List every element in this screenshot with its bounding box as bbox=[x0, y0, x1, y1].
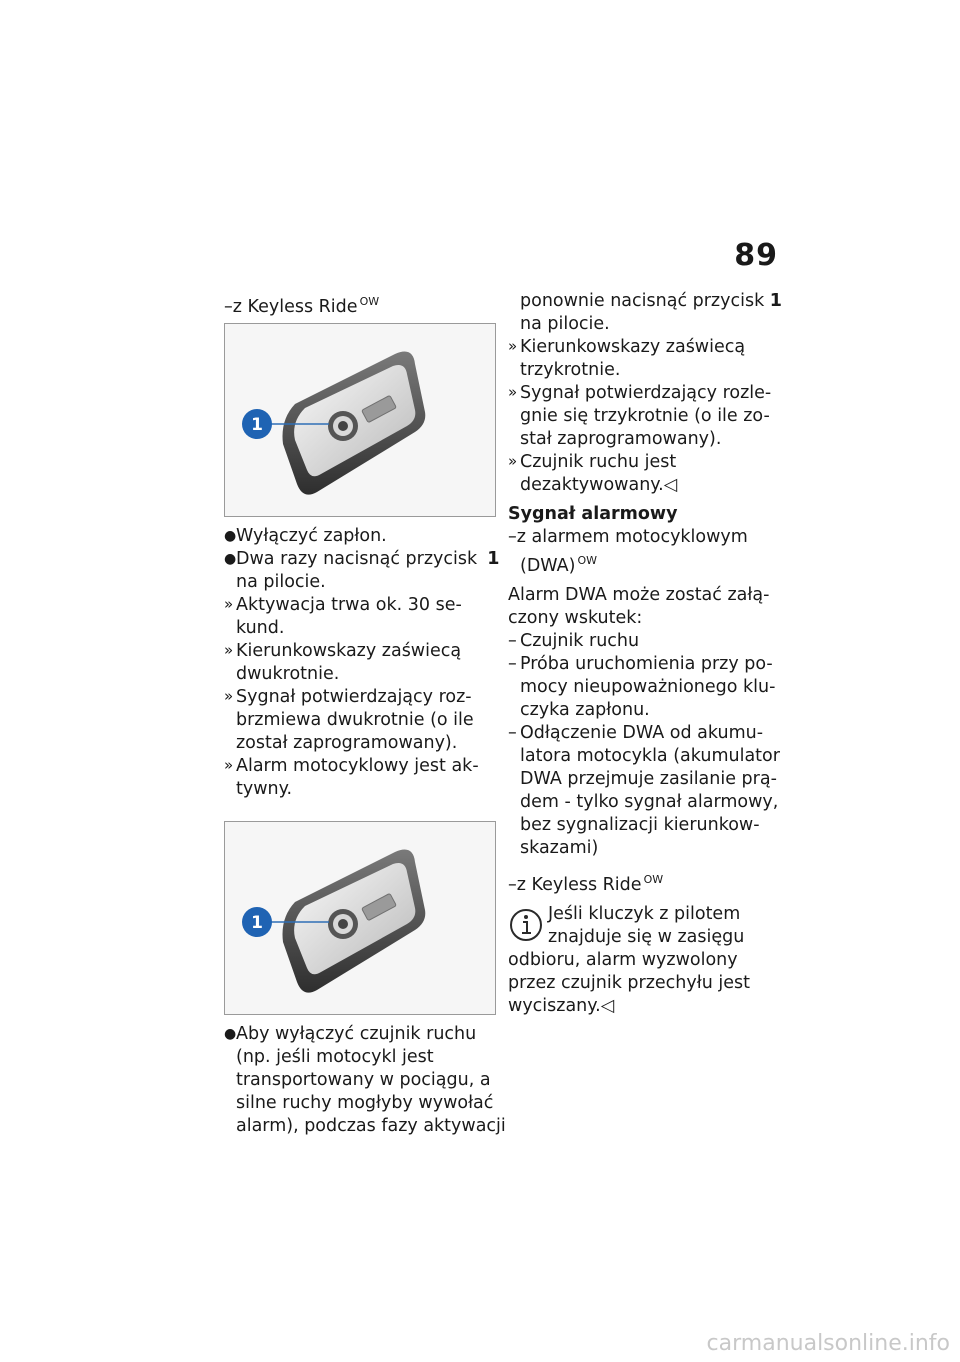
list-item: » Kierunkowskazy zaświecą trzykrotnie. bbox=[508, 337, 746, 380]
continued-step: ponownie nacisnąć przycisk 1 na pilocie. bbox=[520, 291, 782, 334]
list-item: » Sygnał potwierdzający roz- brzmiewa dwukrotnie (o ile został zaprogramowany). bbox=[224, 687, 474, 753]
key-fob-figure-2 bbox=[224, 821, 496, 1015]
instruction-list-1 bbox=[224, 525, 500, 801]
dash-marker: – bbox=[508, 723, 517, 743]
list-item: » Alarm motocyklowy jest ak- tywny. bbox=[224, 756, 479, 799]
list-item: ● Wyłączyć zapłon. bbox=[224, 526, 387, 546]
optional-equipment-mark: OW bbox=[359, 295, 380, 308]
callout-1-label: 1 bbox=[251, 913, 263, 933]
arrow-marker: » bbox=[224, 756, 234, 774]
arrow-marker: » bbox=[224, 687, 234, 705]
dwa-header: –z alarmem motocyklowym (DWA) $^{OW}$ bbox=[508, 527, 748, 576]
list-item: » Sygnał potwierdzający rozle- gnie się trzykrotnie (o ile zo- stał zaprogramowany). bbox=[508, 383, 772, 449]
dash-marker: – bbox=[508, 654, 517, 674]
alarm-trigger-list bbox=[508, 630, 778, 860]
alarm-paragraph: Alarm DWA może zostać załą- czony wskutek: bbox=[508, 585, 770, 628]
right-column: ponownie nacisnąć przycisk 1 na pilocie. » Kierunkowskazy zaświecą trzykrotnie. » Sygnał potwierdzający rozle- gnie się trzykrotnie (o ile zo- stał zaprogramowany). » Czujnik ruchu jest dezaktywowany.◁ Sygnał alarmowy –z alarmem motocyklowym (DWA) $^{OW}$ Alarm DWA może zostać załą- czony wskutek: – Czujnik ruchu – Próba uruchomienia przy po- mocy nieupoważnionego klu- czyka zapłonu. – Odłączenie DWA od akumu- latora motocykla (akumulator DWA przejmuje zasilanie prą- dem - tylko sygnał alarmowy, bez sygnalizacji kierunkow- skazami) –z Keyless Ride $^{OW}$ Jeśli kluczyk z pilotem znajduje się w zasięgu odbioru, alarm wyzwolony przez czujnik przechyłu jest wyciszany.◁ bbox=[508, 291, 782, 1016]
instruction-list-2 bbox=[224, 1023, 506, 1138]
key-fob-figure-1 bbox=[224, 323, 496, 517]
list-item: – Czujnik ruchu bbox=[508, 631, 640, 651]
list-item: » Kierunkowskazy zaświecą dwukrotnie. bbox=[224, 641, 462, 684]
section-header-keyless-2: –z Keyless Ride $^{OW}$ bbox=[508, 873, 664, 895]
result-list bbox=[508, 336, 778, 497]
section-heading-alarm: Sygnał alarmowy bbox=[508, 504, 678, 524]
callout-1-label: 1 bbox=[251, 415, 263, 435]
info-icon bbox=[508, 907, 544, 943]
page-number: 89 bbox=[734, 238, 778, 273]
bullet-marker: ● bbox=[224, 551, 237, 567]
section-header-keyless bbox=[224, 290, 496, 319]
arrow-marker: » bbox=[508, 383, 518, 401]
optional-equipment-mark: OW bbox=[643, 873, 664, 886]
bullet-marker: ● bbox=[224, 1026, 237, 1042]
dash-marker: – bbox=[508, 631, 517, 651]
arrow-marker: » bbox=[508, 337, 518, 355]
arrow-marker: » bbox=[224, 641, 234, 659]
info-note: Jeśli kluczyk z pilotem znajduje się w zasięgu bbox=[508, 903, 778, 949]
left-column bbox=[224, 290, 506, 1138]
list-item: ● Aby wyłączyć czujnik ruchu (np. jeśli motocykl jest transportowany w pociągu, a silne ruchy mogłyby wywołać alarm), podczas fazy aktywacji bbox=[224, 1024, 506, 1136]
list-item: » Aktywacja trwa ok. 30 se- kund. bbox=[224, 595, 462, 638]
list-item: ● Dwa razy nacisnąć przycisk 1 na pilocie. bbox=[224, 549, 500, 592]
header-text: –z Keyless Ride bbox=[224, 297, 358, 317]
arrow-marker: » bbox=[224, 595, 234, 613]
list-item: – Próba uruchomienia przy po- mocy nieupoważnionego klu- czyka zapłonu. bbox=[508, 654, 776, 720]
bullet-marker: ● bbox=[224, 528, 237, 544]
watermark: carmanualsonline.info bbox=[706, 1331, 950, 1356]
optional-equipment-mark: OW bbox=[577, 554, 597, 567]
list-item: » Czujnik ruchu jest dezaktywowany.◁ bbox=[508, 452, 678, 495]
arrow-marker: » bbox=[508, 452, 518, 470]
list-item: – Odłączenie DWA od akumu- latora motocykla (akumulator DWA przejmuje zasilanie prą- dem - tylko sygnał alarmowy, bez sygnalizacji kierunkow- skazami) bbox=[508, 723, 780, 858]
